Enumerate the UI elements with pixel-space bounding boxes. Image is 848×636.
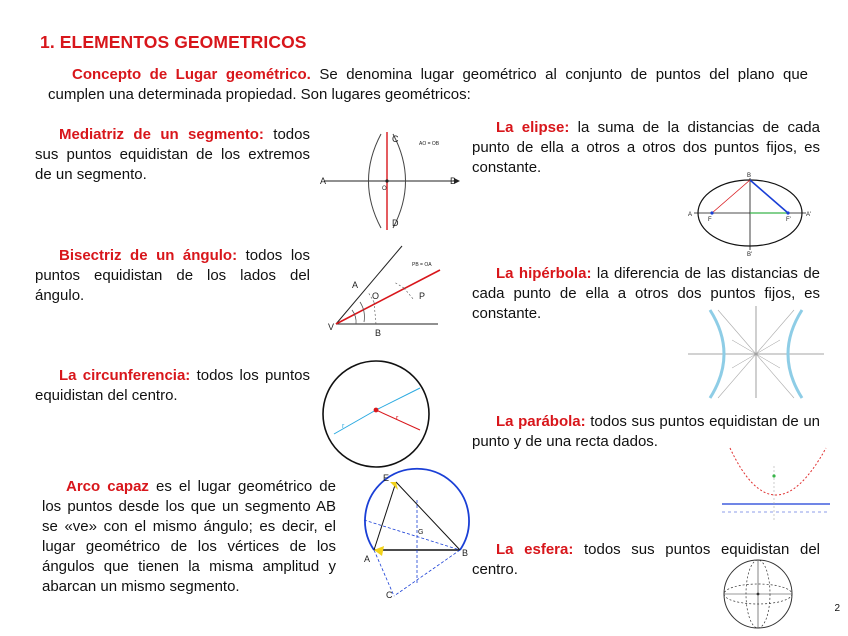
- elipse-label-a2: A': [806, 212, 812, 218]
- arco-label-b: B: [462, 548, 469, 558]
- parabola-text: todos sus puntos equidistan de un punto y de una recta dados.: [472, 413, 821, 450]
- elipse-text: la suma de la distancias de cada punto de ella a otros a otros dos puntos fijos, es constante.: [472, 119, 820, 176]
- bisectriz-text: todos los puntos equidistan de los lados del ángulo.: [35, 247, 310, 304]
- hiperbola-figure: [688, 306, 824, 398]
- mediatriz-term: Mediatriz de un segmento:: [59, 126, 264, 143]
- elipse-label-b: B: [747, 173, 752, 179]
- elipse-label-f: F: [708, 217, 712, 223]
- mediatriz-figure: [318, 128, 463, 232]
- intro-paragraph: [48, 65, 808, 105]
- hiperbola-term: La hipérbola:: [496, 265, 592, 282]
- esfera-term: La esfera:: [496, 541, 574, 558]
- arco-figure: [360, 472, 472, 608]
- bisectriz-label-b: B: [375, 328, 382, 338]
- intro-term: Concepto de Lugar geométrico.: [72, 66, 311, 83]
- esfera-text: todos sus puntos equidistan del centro.: [472, 541, 820, 578]
- elipse-paragraph: [472, 118, 820, 178]
- mediatriz-label-c: C: [392, 134, 399, 144]
- mediatriz-text: todos sus puntos equidistan de los extremos de un segmento.: [35, 126, 310, 183]
- mediatriz-paragraph: [35, 125, 310, 185]
- elipse-label-a: A: [688, 212, 693, 218]
- mediatriz-label-d: D: [392, 218, 399, 228]
- elipse-label-b2: B': [747, 252, 753, 258]
- bisectriz-label-o: O: [372, 291, 380, 301]
- mediatriz-label-a: A: [320, 176, 327, 186]
- circ-radius-icon: r: [342, 423, 345, 430]
- mediatriz-label-eq: AO = OB: [419, 141, 440, 147]
- arco-paragraph: [42, 477, 336, 597]
- bisectriz-label-v: V: [328, 322, 335, 332]
- circ-radius2-icon: r: [396, 415, 399, 422]
- circunferencia-figure: [320, 358, 436, 470]
- esfera-figure: [716, 554, 800, 634]
- circunferencia-paragraph: [35, 366, 310, 406]
- arco-term: Arco capaz: [66, 478, 149, 495]
- bisectriz-term: Bisectriz de un ángulo:: [59, 247, 238, 264]
- circunferencia-text: todos los puntos equidistan del centro.: [35, 367, 310, 404]
- arco-label-g: G: [418, 529, 424, 536]
- arco-label-e: E: [383, 473, 390, 483]
- bisectriz-figure: [326, 242, 446, 338]
- hiperbola-text: la diferencia de las distancias de cada punto de ella a otros dos puntos fijos, es constante.: [472, 265, 820, 322]
- elipse-term: La elipse:: [496, 119, 570, 136]
- bisectriz-label-eq: PB = OA: [412, 262, 432, 268]
- elipse-figure: [688, 170, 814, 256]
- arco-label-a: A: [364, 554, 371, 564]
- arco-label-c: C: [386, 590, 393, 600]
- mediatriz-label-o: O: [382, 186, 387, 192]
- bisectriz-label-a: A: [352, 280, 359, 290]
- mediatriz-label-b: B: [450, 176, 457, 186]
- bisectriz-label-p: P: [419, 291, 426, 301]
- parabola-term: La parábola:: [496, 413, 586, 430]
- page-title: 1. ELEMENTOS GEOMETRICOS: [40, 32, 307, 52]
- page-number: 2: [834, 603, 840, 614]
- circunferencia-term: La circunferencia:: [59, 367, 191, 384]
- arco-text: es el lugar geométrico de los puntos desde los que un segmento AB se «ve» con el mismo ángulo; es decir, el lugar geométrico de los vértices de los ángulos que tienen la misma amplitud y abarcan un mismo segmento.: [42, 478, 336, 595]
- parabola-figure: [722, 446, 830, 526]
- bisectriz-paragraph: [35, 246, 310, 306]
- intro-text: Se denomina lugar geométrico al conjunto de puntos del plano que cumplen una determinada propiedad. Son lugares geométricos:: [48, 66, 808, 103]
- elipse-label-f2: F': [786, 217, 791, 223]
